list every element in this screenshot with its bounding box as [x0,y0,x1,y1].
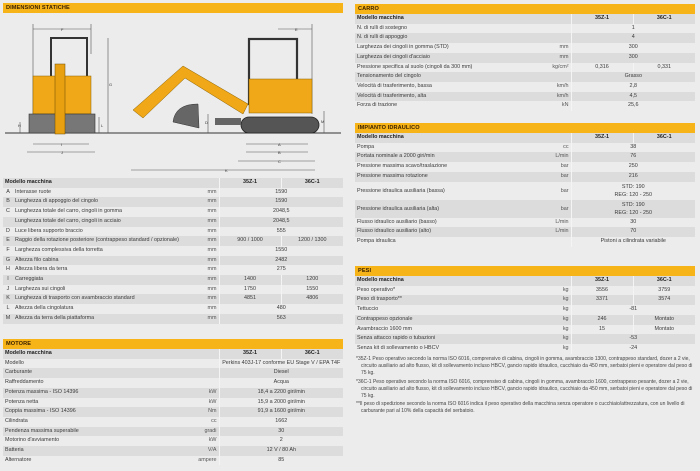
row-unit: kW [193,388,219,398]
row-unit: mm [207,208,217,215]
row-unit: L/min [555,218,569,225]
table-row [3,427,343,437]
row-label: Lunghezza totale del carro, cingoli in gomma [15,208,122,215]
row-label: Altezza da terra della piattaforma [13,314,193,324]
table-row [355,200,695,218]
row-value-reg: REG: 120 - 250 [614,191,652,198]
row-unit: Nm [193,407,219,417]
pesi-section [355,266,695,354]
row-label: Alternatore [5,456,32,463]
row-label: Lunghezza totale del carro, cingoli in acciaio [13,217,193,227]
table-row [3,188,343,198]
svg-text:H: H [18,123,21,128]
row-label: Pressione massima scavo/traslazione [357,163,448,170]
row-unit [545,72,571,82]
table-row [355,143,695,153]
row-unit: L/min [545,227,571,237]
row-value: Perkins 403J-17 conforme EU Stage V / EPA T4F [219,359,343,369]
row-value: 1590 [219,197,343,207]
table-row [355,334,695,344]
row-value: 2,8 [571,82,695,92]
table-row [3,294,343,304]
carro-section [355,4,695,111]
row-value: 2482 [219,256,343,266]
row-unit: mm [545,53,571,63]
row-label: Carreggiata [13,275,193,285]
row-value: 300 [571,53,695,63]
row-unit: mm [193,294,219,304]
row-label: Pendenza massima superabile [3,427,193,437]
row-label: Lunghezza di trasporto con avambraccio standard [13,294,193,304]
row-value: Grasso [571,72,695,82]
table-row [3,446,343,456]
row-value: -81 [571,305,695,315]
table-row [3,275,343,285]
table-row [3,197,343,207]
table-row [355,92,695,102]
table-row [355,63,695,73]
row-unit: kN [561,102,569,109]
row-value-36c: 4806 [281,294,343,304]
row-label: Pressione massima rotazione [355,172,545,182]
row-value: 30 [571,218,695,228]
row-label: Motorino d'avviamento [5,437,60,444]
table-row [355,286,695,296]
table-row [355,295,695,305]
row-unit: kg [562,344,569,351]
row-label: Altezza libera da terra [15,266,68,273]
row-value: 12 V / 80 Ah [219,446,343,456]
row-label: Flusso idraulico ausiliario (basso) [357,218,437,225]
excavator-drawing-icon [3,14,343,174]
row-unit: mm [193,256,219,266]
table-row [3,359,343,369]
row-unit: mm [207,246,217,253]
table-row [3,304,343,314]
row-value-36c: 3574 [633,295,695,305]
row-unit: bar [545,200,571,218]
row-letter: C [6,208,10,215]
row-label: Flusso idraulico ausiliario (alto) [355,227,545,237]
row-unit: kW [208,398,217,405]
row-label: Potenza netta [5,398,39,405]
svg-text:C: C [278,159,281,164]
table-row [3,456,343,466]
row-value: -24 [571,344,695,354]
row-unit: cc [563,143,569,150]
row-letter [3,217,13,227]
row-value: 76 [571,152,695,162]
row-unit: bar [545,172,571,182]
footnote-35z: *35Z-1 Peso operativo secondo la norma ISO 6016, comprensivo di cabina, cingoli in gomma, avambraccio 1300, contrappeso standard, dozer a 2 vie, circuito ausiliario ad alto flusso, kit di sollevamento incluso HBCV, gancio rapido idraulico, cucchiaio da 450 mm, serbatoi pieni e operatore dal peso di 75 kg. [356,356,693,376]
row-letter: K [3,294,13,304]
header-model-35z: 35Z-1 [571,14,633,24]
table-header-row [355,14,695,24]
row-value-35z: 4851 [219,294,281,304]
dimensions-table [3,178,343,324]
row-value: 25,6 [571,101,695,111]
row-unit: mm [207,305,217,312]
header-label: Modello macchina [355,276,571,286]
row-unit: ampere [198,456,217,463]
row-unit: kg [562,325,569,332]
row-value-reg: REG: 120 - 250 [614,209,652,216]
row-value: -53 [571,334,695,344]
row-unit: kg [545,295,571,305]
row-label: Larghezza complessiva della torretta [15,246,103,253]
row-value: Diesel [219,368,343,378]
row-unit: mm [207,266,217,273]
header-model-35z: 35Z-1 [571,133,633,143]
table-row [355,237,695,247]
row-label: N. di rulli di sostegno [357,24,408,31]
header-model-36c: 36C-1 [633,276,695,286]
section-header-dimensioni: DIMENSIONI STATICHE [3,3,343,13]
row-label: Forza di trazione [357,102,398,109]
idraulico-section [355,123,695,247]
table-row [3,236,343,246]
table-row [3,314,343,324]
table-row [355,344,695,354]
row-label: Pompa idraulica [357,237,396,244]
row-label: Peso di trasporto** [355,295,545,305]
row-unit: kW [208,437,217,444]
svg-text:D: D [205,120,208,125]
row-label: Carburante [3,368,193,378]
row-value: 1550 [219,246,343,256]
row-label: N. di rulli di appoggio [355,33,545,43]
header-model-36c: 36C-1 [281,178,343,188]
footnote-shipping-weight: **Il peso di spedizione secondo la norma ISO 6016 indica il peso operativo della macchina senza operatore o cucchiaio/attrezzatura, con un livello di carburante pari al 10% della capacità del serbatoio. [356,401,685,414]
table-row [3,217,343,227]
row-value-35z: 246 [571,315,633,325]
row-label: Larghezza dei cingoli in gomma (STD) [357,44,449,51]
section-header-idraulico: IMPIANTO IDRAULICO [355,123,695,133]
row-value: 15,9 a 2000 giri/min [219,398,343,408]
table-row [355,172,695,182]
row-value: 2048,5 [219,207,343,217]
row-label: Senza attacco rapido o tubazioni [355,334,545,344]
header-model-35z: 35Z-1 [219,178,281,188]
row-value: 1590 [219,188,343,198]
row-value-36c: Montato [633,325,695,335]
svg-text:M: M [321,119,325,124]
row-unit: kg/cm² [552,63,569,70]
row-label: Larghezza sui cingoli [15,285,66,292]
row-value: 4,5 [571,92,695,102]
row-unit [545,237,571,247]
row-label: Altezza della cingolatura [15,305,74,312]
table-row [3,227,343,237]
svg-text:G: G [109,82,113,87]
row-value: 1 [571,24,695,34]
table-row [355,82,695,92]
row-value: 2048,5 [219,217,343,227]
footnote-36c: *36C-1 Peso operativo secondo la norma ISO 6016, comprensivo di cabina, cingoli in gomma, avambraccio 1600, contrappeso pesante, dozer a 2 vie, circuito ausiliario ad alto flusso, kit di sollevamento incluso HBCV, gancio rapido idraulico, cucchiaio da 450 mm, serbatoi pieni e operatore dal peso di 75 kg. [356,378,693,399]
table-row [355,315,695,325]
row-value: 300 [571,43,695,53]
row-value: 1662 [219,417,343,427]
row-label: Coppia massima - ISO 14396 [3,407,193,417]
row-unit: bar [560,163,569,170]
table-row [3,436,343,446]
row-unit [545,33,571,43]
svg-text:E: E [295,27,298,32]
table-header-row [355,133,695,143]
row-value-36c: 1200 [281,275,343,285]
row-letter: M [3,314,13,324]
row-letter: I [3,275,13,285]
row-unit: mm [193,275,219,285]
row-unit: km/h [545,92,571,102]
header-model-36c: 36C-1 [633,14,695,24]
row-label: Raffreddamento [5,379,44,386]
row-letter: D [6,227,10,234]
row-unit: mm [193,217,219,227]
row-value: 2 [219,436,343,446]
svg-text:I: I [61,142,63,147]
section-header-carro: CARRO [355,4,695,14]
row-letter: B [3,197,13,207]
table-row [355,43,695,53]
row-label: Batteria [3,446,193,456]
row-unit: mm [193,314,219,324]
row-label: Pressione idraulica ausiliaria (alta) [355,200,545,218]
row-value-36c: 3759 [633,286,695,296]
table-row [3,407,343,417]
header-label: Modello macchina [355,133,571,143]
row-label: Pressione specifica al suolo (cingoli da 300 mm) [357,63,473,70]
row-label: Peso operativo* [357,286,396,293]
row-unit: km/h [556,82,569,89]
row-value: 30 [219,427,343,437]
row-label: Interasse ruote [15,188,51,195]
row-letter: E [3,236,13,246]
row-value-std: STD: 190 [621,183,645,190]
row-value: 4 [571,33,695,43]
row-label: Velocità di trasferimento, alta [355,92,545,102]
table-row [355,227,695,237]
row-value [571,200,695,218]
row-unit: cc [211,417,217,424]
row-label: Tettuccio [357,306,379,313]
svg-text:B: B [278,150,281,155]
row-value-35z: 1750 [219,285,281,295]
row-label: Altezza filo cabina [13,256,193,266]
row-unit: gradi [193,427,219,437]
row-label: Tensionamento del cingolo [355,72,545,82]
table-row [3,417,343,427]
header-model-35z: 35Z-1 [219,349,281,359]
table-row [355,72,695,82]
svg-text:K: K [225,168,228,173]
row-label: Modello [5,359,24,366]
header-model-36c: 36C-1 [281,349,343,359]
row-unit: L/min [545,152,571,162]
row-value [571,182,695,200]
footnotes [355,356,695,417]
row-unit: mm [207,227,217,234]
row-value-35z: 1400 [219,275,281,285]
motore-section [3,339,343,465]
row-label: Senza kit di sollevamento o HBCV [357,344,440,351]
row-value: 275 [219,265,343,275]
left-column [3,3,343,13]
row-value-35z: 3556 [571,286,633,296]
table-row [355,152,695,162]
table-row [3,368,343,378]
svg-text:F: F [61,27,64,32]
header-label: Modello macchina [355,14,571,24]
row-label: Raggio della rotazione posteriore (contrappeso standard / opzionale) [13,236,193,246]
row-value: 216 [571,172,695,182]
svg-text:L: L [101,123,104,128]
row-unit: kg [562,306,569,313]
row-value: 38 [571,143,695,153]
table-row [355,162,695,172]
svg-text:J: J [61,150,63,155]
table-row [3,398,343,408]
row-unit: bar [560,187,569,194]
header-model-36c: 36C-1 [633,133,695,143]
section-header-motore: MOTORE [3,339,343,349]
table-header-row [355,276,695,286]
row-value-36c: Montato [633,315,695,325]
row-unit [193,368,219,378]
row-label: Cilindrata [5,417,28,424]
table-row [3,378,343,388]
row-value-std: STD: 190 [621,201,645,208]
table-row [3,265,343,275]
row-label: Pompa [357,143,375,150]
row-label: Potenza massima - ISO 14396 [3,388,193,398]
row-value-35z: 900 / 1000 [219,236,281,246]
row-label: Contrappeso opzionale [355,315,545,325]
table-row [355,24,695,34]
row-value-36c: 1550 [281,285,343,295]
row-letter: G [3,256,13,266]
header-label: Modello macchina [3,349,219,359]
row-unit: mm [207,188,217,195]
row-value-35z: 15 [571,325,633,335]
row-unit: kg [562,286,569,293]
header-model-35z: 35Z-1 [571,276,633,286]
row-label: Larghezza dei cingoli d'acciaio [355,53,545,63]
table-row [355,305,695,315]
row-letter: J [6,285,10,292]
row-value: 480 [219,304,343,314]
table-row [355,325,695,335]
table-row [355,33,695,43]
row-unit: mm [559,44,569,51]
table-row [355,53,695,63]
table-row [3,285,343,295]
row-value: 70 [571,227,695,237]
row-value-35z: 0,316 [571,63,633,73]
row-value: 250 [571,162,695,172]
row-value: 18,4 a 2200 giri/min [219,388,343,398]
row-unit: V/A [193,446,219,456]
table-row [3,207,343,217]
table-row [3,256,343,266]
row-label: Avambraccio 1600 mm [357,325,413,332]
svg-text:A: A [278,142,281,147]
row-value: Acqua [219,378,343,388]
row-label: Velocità di trasferimento, bassa [357,82,432,89]
row-value: 85 [219,456,343,466]
table-row [355,101,695,111]
header-label: Modello macchina [3,178,219,188]
row-letter: H [6,266,10,273]
row-value: 555 [219,227,343,237]
row-label: Luce libera supporto braccio [15,227,83,234]
row-unit [193,378,219,388]
row-letter: F [6,246,10,253]
table-row [355,182,695,200]
row-value-35z: 3371 [571,295,633,305]
row-letter: L [6,305,10,312]
table-header-row [3,178,343,188]
row-unit [193,359,219,369]
row-unit: kg [545,315,571,325]
row-unit [545,24,571,34]
row-label: Lunghezza di appoggio del cingolo [13,197,193,207]
row-value-36c: 1200 / 1300 [281,236,343,246]
row-unit: mm [207,285,217,292]
row-unit: mm [193,197,219,207]
row-unit: mm [193,236,219,246]
section-header-pesi: PESI [355,266,695,276]
row-letter: A [6,188,10,195]
row-value: 563 [219,314,343,324]
row-unit: kg [545,334,571,344]
row-value-36c: 0,331 [633,63,695,73]
row-label: Pressione idraulica ausiliaria (bassa) [357,187,445,194]
table-header-row [3,349,343,359]
table-row [3,246,343,256]
row-value: 91,9 a 1600 giri/min [219,407,343,417]
table-row [355,218,695,228]
excavator-dimension-diagram [3,14,343,174]
row-value: Pistoni a cilindrata variabile [571,237,695,247]
table-row [3,388,343,398]
row-label: Portata nominale a 2000 giri/min [355,152,545,162]
